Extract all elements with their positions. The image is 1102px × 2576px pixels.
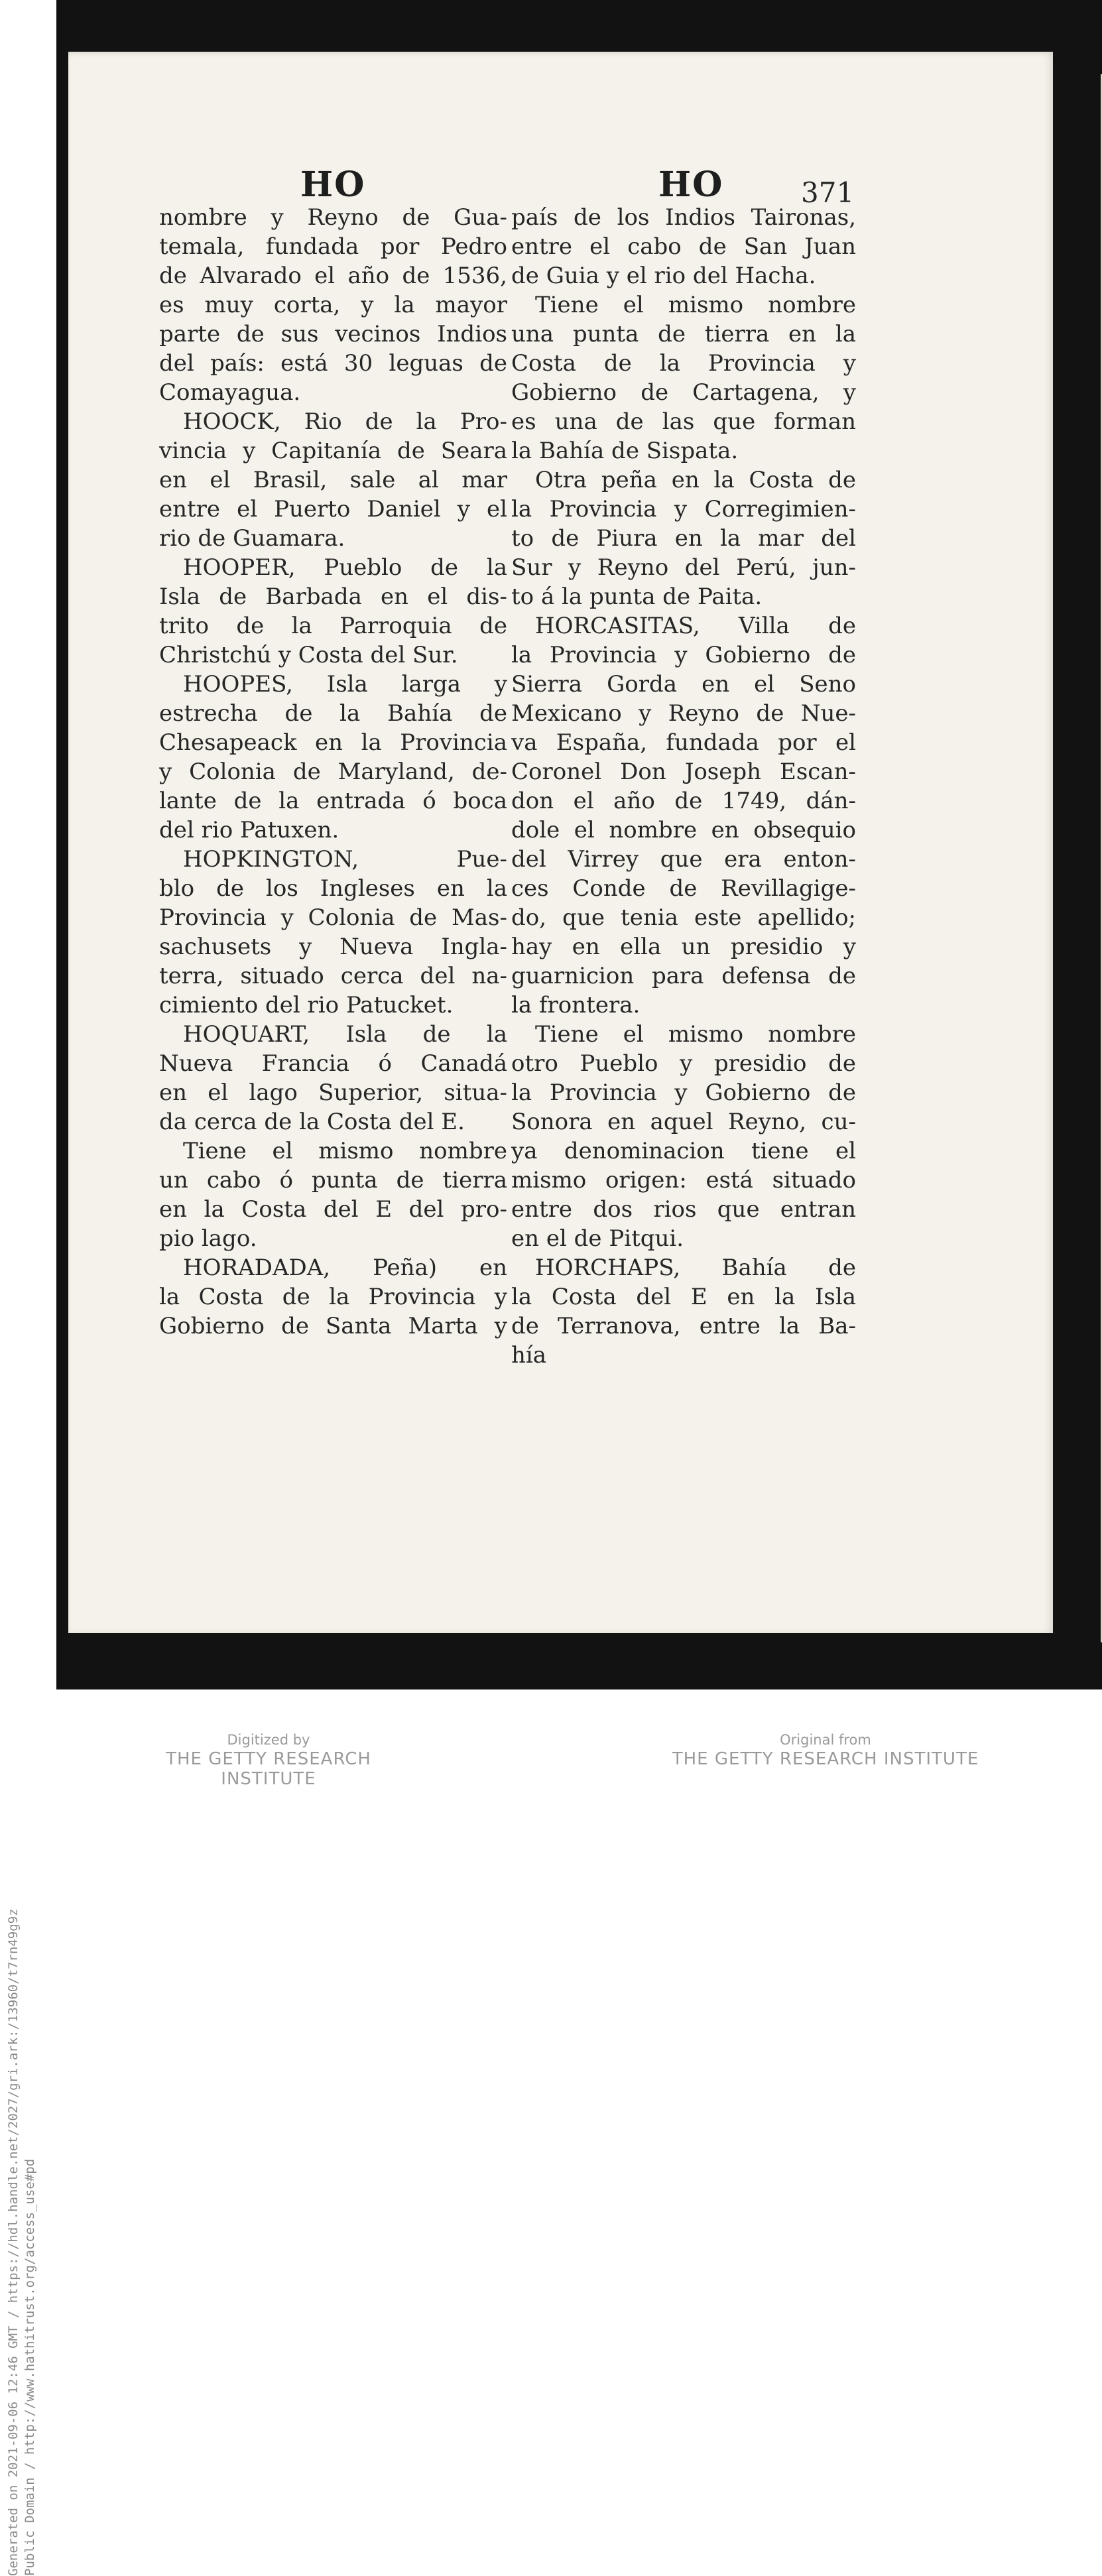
left-column-line: nombre y Reyno de Gua- bbox=[159, 204, 507, 231]
left-column-line: Christchú y Costa del Sur. bbox=[159, 642, 458, 668]
right-column-line: do, que tenia este apellido; bbox=[511, 904, 856, 931]
left-column-line: Tiene el mismo nombre bbox=[183, 1138, 507, 1164]
right-column-line: hía bbox=[511, 1342, 547, 1369]
right-column-line: la Costa del E en la Isla bbox=[511, 1284, 856, 1310]
left-column-line: entre el Puerto Daniel y el bbox=[159, 496, 507, 522]
right-column-line: Otra peña en la Costa de bbox=[535, 467, 856, 493]
right-column-line: la Bahía de Sispata. bbox=[511, 438, 739, 464]
stamp-line-generated: Generated on 2021-09-06 12:46 GMT / https://hdl.handle.net/2027/gri.ark:/13960/t7rn49g9z bbox=[6, 1908, 21, 2576]
left-column-line: lante de la entrada ó boca bbox=[159, 788, 507, 814]
right-column-line: HORCASITAS, Villa de bbox=[535, 613, 856, 639]
right-column-line: de Guia y el rio del Hacha. bbox=[511, 263, 816, 289]
left-column-line: pio lago. bbox=[159, 1225, 257, 1252]
footer-original-from bbox=[670, 1732, 981, 1769]
footer-digitized-by bbox=[119, 1732, 418, 1789]
left-column-line: cimiento del rio Patucket. bbox=[159, 992, 454, 1018]
right-column-line: la Provincia y Gobierno de bbox=[511, 1079, 856, 1106]
left-column-line: da cerca de la Costa del E. bbox=[159, 1109, 465, 1135]
footer-digitized-institution: THE GETTY RESEARCH INSTITUTE bbox=[166, 1749, 371, 1789]
running-head-left: HO bbox=[300, 164, 366, 205]
left-column-line: trito de la Parroquia de bbox=[159, 613, 507, 639]
right-column-line: la frontera. bbox=[511, 992, 641, 1018]
right-column-line: Tiene el mismo nombre bbox=[535, 1021, 856, 1048]
left-column-line: sachusets y Nueva Ingla- bbox=[159, 934, 507, 960]
left-column-line: del rio Patuxen. bbox=[159, 817, 339, 843]
left-column-line: HOPKINGTON, Pue- bbox=[183, 846, 507, 873]
right-column-line: to de Piura en la mar del bbox=[511, 525, 856, 552]
right-column-line: va España, fundada por el bbox=[511, 729, 856, 756]
left-column-line: Gobierno de Santa Marta y bbox=[159, 1313, 507, 1339]
right-column-line: dole el nombre en obsequio bbox=[511, 817, 856, 843]
text-column-left bbox=[159, 203, 507, 1341]
right-column-line: ya denominacion tiene el bbox=[511, 1138, 856, 1164]
right-column-line: don el año de 1749, dán- bbox=[511, 788, 856, 814]
left-column-line: HOQUART, Isla de la bbox=[183, 1021, 507, 1048]
right-column-line: mismo origen: está situado bbox=[511, 1167, 856, 1194]
left-column-line: terra, situado cerca del na- bbox=[159, 963, 507, 989]
footer-digitized-label: Digitized by bbox=[227, 1732, 310, 1748]
scan-background bbox=[56, 0, 1102, 1689]
left-column-line: Isla de Barbada en el dis- bbox=[159, 583, 507, 610]
left-column-line: Comayagua. bbox=[159, 379, 301, 406]
right-column-line: entre dos rios que entran bbox=[511, 1196, 856, 1223]
book-page bbox=[68, 52, 1053, 1633]
footer-original-label: Original from bbox=[780, 1732, 871, 1748]
right-column-line: to á la punta de Paita. bbox=[511, 583, 763, 610]
left-column-line: del país: está 30 leguas de bbox=[159, 350, 507, 377]
right-column-line: ces Conde de Revillagige- bbox=[511, 875, 856, 902]
left-column-line: de Alvarado el año de 1536, bbox=[159, 263, 507, 289]
left-column-line: rio de Guamara. bbox=[159, 525, 345, 552]
running-head-right: HO bbox=[658, 164, 724, 205]
left-column-line: temala, fundada por Pedro bbox=[159, 233, 507, 260]
right-column-line: la Provincia y Corregimien- bbox=[511, 496, 856, 522]
left-column-line: blo de los Ingleses en la bbox=[159, 875, 507, 902]
right-column-line: Tiene el mismo nombre bbox=[535, 292, 856, 318]
right-column-line: Sierra Gorda en el Seno bbox=[511, 671, 856, 698]
left-column-line: estrecha de la Bahía de bbox=[159, 700, 507, 727]
text-column-right bbox=[511, 203, 856, 1370]
left-column-line: en el Brasil, sale al mar bbox=[159, 467, 507, 493]
right-column-line: Sonora en aquel Reyno, cu- bbox=[511, 1109, 856, 1135]
left-column-line: la Costa de la Provincia y bbox=[159, 1284, 507, 1310]
left-column-line: HOOPES, Isla larga y bbox=[183, 671, 507, 698]
left-column-line: HOOPER, Pueblo de la bbox=[183, 554, 507, 581]
right-column-line: HORCHAPS, Bahía de bbox=[535, 1255, 856, 1281]
right-column-line: Mexicano y Reyno de Nue- bbox=[511, 700, 856, 727]
right-column-line: del Virrey que era enton- bbox=[511, 846, 856, 873]
left-column-line: Nueva Francia ó Canadá bbox=[159, 1050, 507, 1077]
footer-original-institution: THE GETTY RESEARCH INSTITUTE bbox=[672, 1749, 979, 1769]
right-column-line: una punta de tierra en la bbox=[511, 321, 856, 347]
stamp-line-license: Public Domain / http://www.hathitrust.org/access_use#pd bbox=[23, 2158, 37, 2576]
left-column-line: vincia y Capitanía de Seara bbox=[159, 438, 507, 464]
right-column-line: en el de Pitqui. bbox=[511, 1225, 684, 1252]
right-column-line: otro Pueblo y presidio de bbox=[511, 1050, 856, 1077]
right-column-line: hay en ella un presidio y bbox=[511, 934, 856, 960]
left-column-line: y Colonia de Maryland, de- bbox=[159, 759, 507, 785]
right-column-line: es una de las que forman bbox=[511, 408, 856, 435]
right-column-line: país de los Indios Taironas, bbox=[511, 204, 856, 231]
right-column-line: Costa de la Provincia y bbox=[511, 350, 856, 377]
left-column-line: en el lago Superior, situa- bbox=[159, 1079, 507, 1106]
right-column-line: Coronel Don Joseph Escan- bbox=[511, 759, 856, 785]
left-column-line: HORADADA, Peña) en bbox=[183, 1255, 507, 1281]
left-column-line: HOOCK, Rio de la Pro- bbox=[183, 408, 507, 435]
right-column-line: de Terranova, entre la Ba- bbox=[511, 1313, 856, 1339]
left-column-line: es muy corta, y la mayor bbox=[159, 292, 507, 318]
left-column-line: un cabo ó punta de tierra bbox=[159, 1167, 507, 1194]
right-column-line: Gobierno de Cartagena, y bbox=[511, 379, 856, 406]
right-column-line: entre el cabo de San Juan bbox=[511, 233, 856, 260]
left-column-line: Provincia y Colonia de Mas- bbox=[159, 904, 507, 931]
right-column-line: Sur y Reyno del Perú, jun- bbox=[511, 554, 856, 581]
hathitrust-stamp bbox=[5, 885, 37, 2576]
page-number: 371 bbox=[801, 176, 855, 209]
right-column-line: guarnicion para defensa de bbox=[511, 963, 856, 989]
left-column-line: parte de sus vecinos Indios bbox=[159, 321, 507, 347]
right-column-line: la Provincia y Gobierno de bbox=[511, 642, 856, 668]
left-column-line: en la Costa del E del pro- bbox=[159, 1196, 507, 1223]
left-column-line: Chesapeack en la Provincia bbox=[159, 729, 507, 756]
